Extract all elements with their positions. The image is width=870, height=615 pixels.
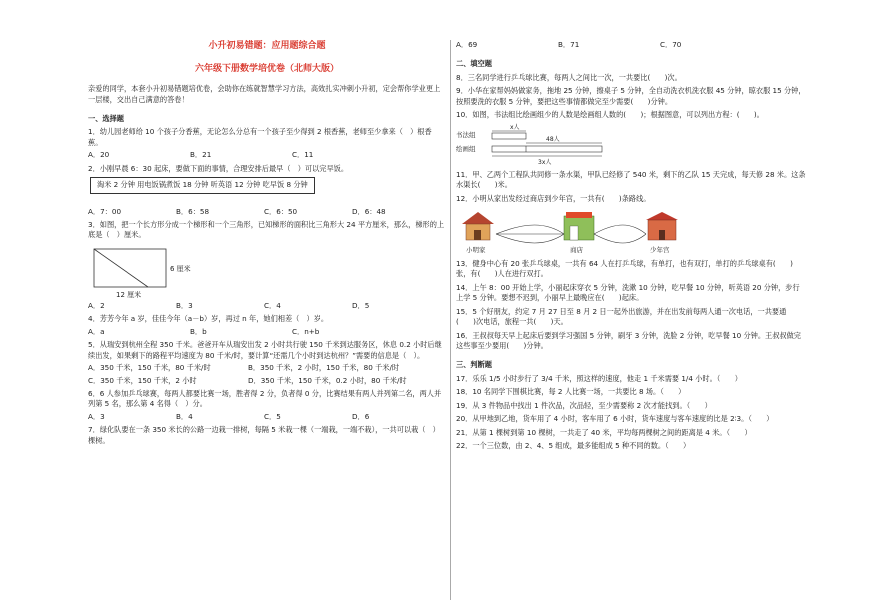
rectangle-trapezoid-figure (88, 243, 228, 299)
option: A．20 (88, 150, 110, 160)
option: B．4 (176, 411, 193, 421)
question-18: 18．10 名同学下围棋比赛，每 2 人比赛一场，一共要比 8 场。（ ） (456, 387, 686, 397)
route-label-school: 少年宫 (650, 245, 670, 254)
route-figure (456, 206, 686, 256)
question-21: 21．从第 1 棵树到第 10 棵树，一共走了 40 米，平均每两棵树之间的距离是 4 米。（ ） (456, 427, 752, 437)
question-10: 10．如图，书法组比绘画组少的人数是绘画组人数的( )；根据图意，可以列出方程：( )。 (456, 110, 764, 120)
right-column (456, 40, 806, 452)
option: A．2 (88, 300, 105, 310)
figure-height-label: 6 厘米 (170, 264, 191, 273)
question-4: 4．芳芳今年 a 岁，佳佳今年（a－b）岁，再过 n 年，她们相差（ ）岁。 (88, 314, 329, 324)
question-3: 3．如图，把一个长方形分成一个梯形和一个三角形，已知梯形的面积比三角形大 24 平方厘米，那么，梯形的上底是（ ）厘米。 (88, 220, 445, 240)
option: A．3 (88, 411, 105, 421)
question-4-options (88, 327, 446, 337)
option: C．4 (264, 300, 281, 310)
option: D．5 (352, 300, 370, 310)
question-6: 6．6 人参加乒乓球赛，每两人都要比赛一场，胜者得 2 分，负者得 0 分，比赛结果有两人并列第二名，两人并列第 5 名，那么第 4 名得（ ）分。 (88, 388, 442, 409)
route-label-home: 小明家 (466, 245, 486, 254)
question-22: 22．一个三位数，由 2、4、5 组成，最多能组成 5 种不同的数。（ ） (456, 441, 691, 451)
option: B．3 (176, 300, 193, 310)
intro-text: 亲爱的同学，本套小升初易错题培优卷，会助你在练就智慧学习方法，高效扎实冲刺小升初，定会帮你学业更上一层楼，交出自己满意的答卷！ (88, 84, 441, 104)
section-heading-choice: 一、选择题 (88, 113, 124, 123)
question-11: 11．甲、乙两个工程队共同修一条水渠，甲队已经修了 540 米，剩下的乙队 15 天完成，每天修 28 米。这条水渠长( )米。 (456, 169, 806, 190)
question-15: 15．5 个好朋友，约定 7 月 27 日至 8 月 2 日一起外出旅游，并在出发前每两人通一次电话，一共要通( )次电话，旅程一共( )天。 (456, 306, 787, 327)
option: B．21 (190, 150, 212, 160)
page-subtitle: 六年级下册数学培优卷（北师大版） (194, 64, 339, 75)
left-column (88, 40, 446, 446)
question-14: 14．上午 8：00 开始上学，小丽起床穿衣 5 分钟，洗漱 10 分钟，吃早餐 10 分钟，听英语 20 分钟，步行上学 5 分钟。要想不迟到，小丽早上最晚应在( )起床。 (456, 282, 800, 303)
question-5-options-row1 (88, 363, 446, 373)
option: C．350 千米，150 千米，2 小时 (88, 375, 197, 385)
option: C．5 (264, 411, 281, 421)
bar-top-label: x人 (510, 123, 520, 131)
option: B．b (190, 326, 207, 336)
option: A．a (88, 326, 105, 336)
question-17: 17．乐乐 1/5 小时步行了 3/4 千米，照这样的速度，他走 1 千米需要 1/4 小时。（ ） (456, 373, 742, 383)
figure-width-label: 12 厘米 (116, 290, 142, 299)
page-title: 小升初易错题：应用题综合题 (208, 41, 326, 51)
option: D．6：48 (352, 206, 386, 216)
bar-model-figure (456, 123, 626, 167)
option: A．7：00 (88, 206, 122, 216)
column-divider (450, 40, 451, 600)
house-icon (462, 212, 494, 240)
question-9: 9．小华在家帮妈妈做家务，拖地 25 分钟，擦桌子 5 分钟，全自动洗衣机洗衣服 45 分钟，晾衣服 15 分钟，按照要洗的衣服 5 分钟，要把这些事情都做完至少需要( )分钟。 (456, 86, 806, 106)
option: C．11 (292, 150, 314, 160)
question-3-options (88, 301, 446, 311)
question-20: 20．从甲地到乙地，货车用了 4 小时，客车用了 6 小时，货车速度与客车速度的比是 2∶3。（ ） (456, 414, 774, 424)
question-2-task-box: 淘米 2 分钟 用电饭锅煮饭 18 分钟 听英语 12 分钟 吃早饭 8 分钟 (90, 177, 315, 193)
option: C．70 (660, 40, 682, 49)
option: D．6 (352, 411, 370, 421)
question-12: 12．小明从家出发经过商店到少年宫，一共有( )条路线。 (456, 193, 651, 203)
question-16: 16．王叔叔每天早上起床后要到学习强国 5 分钟，刷牙 3 分钟，洗脸 2 分钟，吃早餐 10 分钟。王叔叔做完这些事至少要用( )分钟。 (456, 330, 801, 350)
question-8: 8．三名同学进行乒乓球比赛，每两人之间比一次，一共要比( )次。 (456, 72, 682, 82)
option: B．6：58 (176, 206, 210, 216)
bar-label-painting: 绘画组 (456, 144, 476, 153)
question-13: 13．健身中心有 20 张乒乓球桌，一共有 64 人在打乒乓球，有单打，也有双打，单打的乒乓球桌有( )张，有( )人在进行双打。 (456, 258, 793, 279)
section-heading-judge: 三、判断题 (456, 360, 492, 370)
question-7-options (456, 40, 806, 50)
question-1: 1．幼儿园老师给 10 个孩子分香蕉，无论怎么分总有一个孩子至少得到 2 根香蕉，老师至少拿来（ ）根香蕉。 (88, 127, 432, 147)
question-1-options (88, 150, 446, 160)
question-6-options (88, 412, 446, 422)
route-label-shop: 商店 (570, 245, 583, 254)
question-2: 2．小刚早晨 6：30 起床，要做下面的事情，合理安排后最早（ ）可以完早饭。 (88, 163, 349, 173)
option: C．n+b (292, 326, 320, 336)
section-heading-fill: 二、填空题 (456, 59, 492, 69)
option: A．350 千米，150 千米，80 千米/时 (88, 363, 211, 373)
option: B．71 (558, 40, 580, 49)
bar-mid-label: 48人 (546, 135, 560, 143)
question-7: 7．绿化队要在一条 350 米长的公路一边栽一排树，每隔 5 米栽一棵（一端栽，一端不栽），一共可以栽（ ）棵树。 (88, 425, 440, 445)
option: A．69 (456, 40, 478, 49)
option: D．350 千米，150 千米，0.2 小时，80 千米/时 (248, 375, 407, 385)
bar-bottom-label: 3x人 (538, 158, 552, 166)
question-5: 5．从瑞安到杭州全程 350 千米。爸爸开车从瑞安出发 2 小时共行驶 150 千米到达服务区，休息 0.2 小时后继续出发，如果剩下的路程平均速度为 80 千米/时，要计算“还需几个小时到达杭州？”需要的信息是（ ）。 (88, 340, 442, 360)
option: C．6：50 (264, 206, 298, 216)
shop-icon (564, 212, 594, 240)
question-5-options-row2 (88, 376, 446, 386)
question-2-options (88, 207, 446, 217)
option: B．350 千米，2 小时，150 千米，80 千米/时 (248, 363, 400, 373)
bar-label-calligraphy: 书法组 (456, 130, 476, 139)
school-icon (646, 212, 678, 240)
question-19: 19．从 3 件物品中找出 1 件次品，次品轻，至少需要称 2 次才能找到。（ ） (456, 400, 712, 410)
